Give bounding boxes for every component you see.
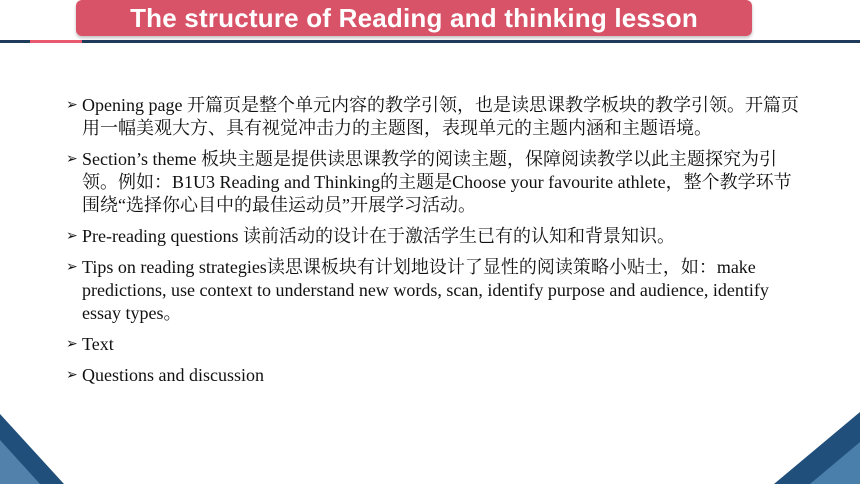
corner-decoration-left-light: [0, 440, 40, 484]
bullet-opening-page: [66, 94, 806, 140]
bullet-text: Questions and discussion: [82, 365, 264, 385]
bullet-text-section: [66, 333, 806, 356]
arrow-bullet-icon: ➢: [66, 259, 78, 275]
bullet-text: Text: [82, 334, 114, 354]
arrow-bullet-icon: ➢: [66, 151, 78, 167]
bullet-questions-discussion: [66, 364, 806, 387]
arrow-bullet-icon: ➢: [66, 228, 78, 244]
corner-decoration-right-light: [810, 442, 860, 484]
bullet-text: Section’s theme 板块主题是提供读思课教学的阅读主题，保障阅读教学以此主题探究为引领。例如：B1U3 Reading and Thinking的主题是Choose your favourite athlete，整个教学环节围绕“选择你心目中的最佳运动员”开展学习活动。: [82, 149, 792, 215]
bullet-text: Opening page 开篇页是整个单元内容的教学引领，也是读思课教学板块的教学引领。开篇页用一幅美观大方、具有视觉冲击力的主题图，表现单元的主题内涵和主题语境。: [82, 95, 799, 138]
arrow-bullet-icon: ➢: [66, 367, 78, 383]
arrow-bullet-icon: ➢: [66, 97, 78, 113]
header-accent-dash: [30, 40, 82, 43]
bullet-text: Pre-reading questions 读前活动的设计在于激活学生已有的认知和背景知识。: [82, 226, 675, 246]
slide-title: The structure of Reading and thinking lesson: [130, 2, 698, 33]
header-rule: [0, 40, 860, 43]
bullet-list: [66, 94, 806, 395]
bullet-reading-tips: [66, 256, 806, 325]
bullet-text: Tips on reading strategies读思课板块有计划地设计了显性的阅读策略小贴士，如：make predictions, use context to understand new words, scan, identify purpose and audience, identify essay types。: [82, 257, 769, 323]
arrow-bullet-icon: ➢: [66, 336, 78, 352]
bullet-section-theme: [66, 148, 806, 217]
title-banner: [76, 0, 752, 36]
bullet-pre-reading: [66, 225, 806, 248]
